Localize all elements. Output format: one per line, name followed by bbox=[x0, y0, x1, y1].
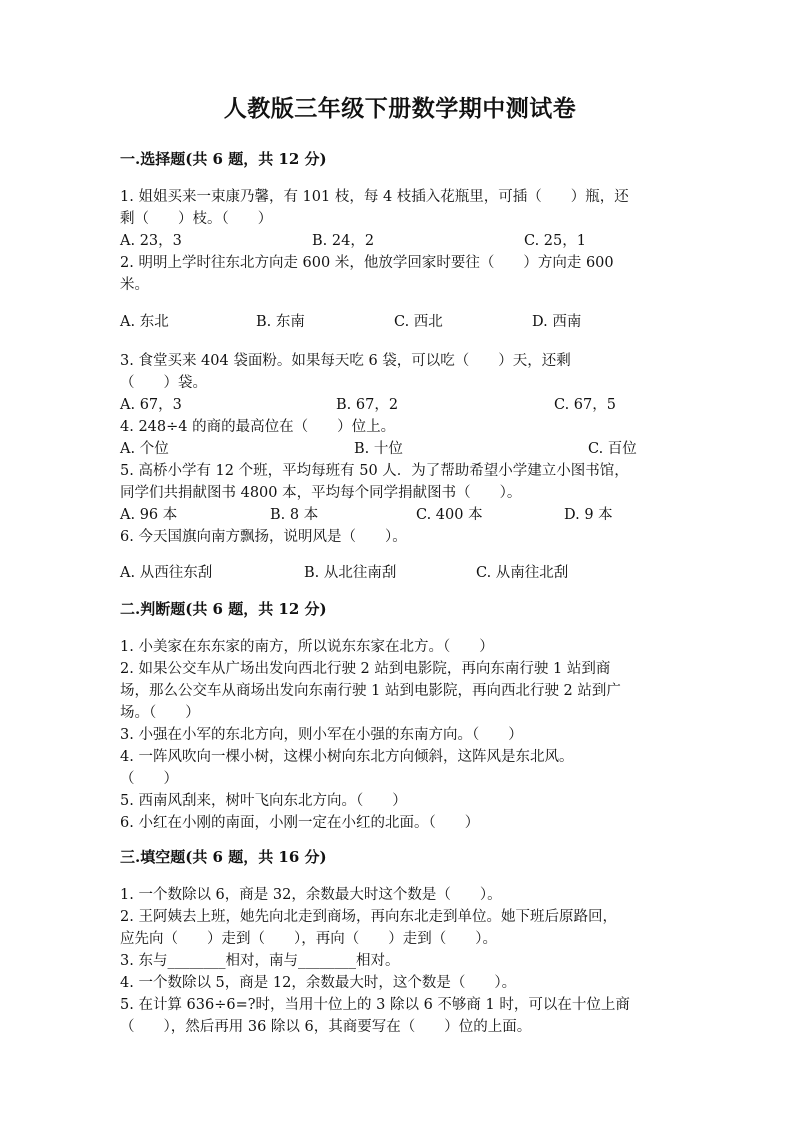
option-b: B. 十位 bbox=[354, 441, 403, 457]
option-a: A. 67，3 bbox=[120, 397, 182, 413]
option-a: A. 96 本 bbox=[120, 507, 178, 523]
option-row bbox=[120, 394, 700, 416]
question-text: 3. 食堂买来 404 袋面粉。如果每天吃 6 袋，可以吃（ ）天，还剩 bbox=[120, 353, 571, 369]
question-text: 剩（ ）枝。（ ） bbox=[120, 211, 273, 227]
question-text: 2. 如果公交车从广场出发向西北行驶 2 站到电影院，再向东南行驶 1 站到商 bbox=[120, 661, 611, 677]
question-text: 5. 西南风刮来，树叶飞向东北方向。（ ） bbox=[120, 793, 407, 809]
option-row bbox=[120, 562, 700, 584]
question-text: （ ），然后再用 36 除以 6，其商要写在（ ）位的上面。 bbox=[120, 1019, 532, 1035]
option-b: B. 从北往南刮 bbox=[304, 565, 397, 581]
section-heading-fill: 三.填空题(共 6 题，共 16 分) bbox=[120, 848, 327, 866]
question-text: 3. 小强在小军的东北方向，则小军在小强的东南方向。（ ） bbox=[120, 727, 523, 743]
option-b: B. 8 本 bbox=[270, 507, 319, 523]
option-c: C. 400 本 bbox=[416, 507, 483, 523]
question-text: （ ） bbox=[120, 771, 178, 787]
question-text: 1. 一个数除以 6，商是 32，余数最大时这个数是（ ）。 bbox=[120, 887, 502, 903]
option-a: A. 个位 bbox=[120, 441, 169, 457]
question-text: 4. 248÷4 的商的最高位在（ ）位上。 bbox=[120, 419, 396, 435]
option-b: B. 24，2 bbox=[312, 233, 375, 249]
question-text: 1. 姐姐买来一束康乃馨，有 101 枝，每 4 枝插入花瓶里，可插（ ）瓶，还 bbox=[120, 189, 629, 205]
option-c: C. 25，1 bbox=[524, 233, 586, 249]
option-c: C. 西北 bbox=[394, 314, 443, 330]
page-title: 人教版三年级下册数学期中测试卷 bbox=[223, 95, 577, 122]
option-d: D. 西南 bbox=[532, 314, 582, 330]
question-text: 同学们共捐献图书 4800 本，平均每个同学捐献图书（ ）。 bbox=[120, 485, 522, 501]
question-text: 应先向（ ）走到（ ），再向（ ）走到（ ）。 bbox=[120, 931, 497, 947]
question-text: 5. 在计算 636÷6=?时，当用十位上的 3 除以 6 不够商 1 时，可以在十位上商 bbox=[120, 997, 630, 1013]
option-row bbox=[120, 438, 700, 460]
option-a: A. 23，3 bbox=[120, 233, 182, 249]
option-d: D. 9 本 bbox=[564, 507, 613, 523]
option-a: A. 从西往东刮 bbox=[120, 565, 213, 581]
question-text: 场，那么公交车从商场出发向东南行驶 1 站到电影院，再向西北行驶 2 站到广 bbox=[120, 683, 621, 699]
option-row bbox=[120, 230, 700, 252]
option-b: B. 67，2 bbox=[336, 397, 399, 413]
question-text: 米。 bbox=[120, 277, 149, 293]
question-text: 5. 高桥小学有 12 个班，平均每班有 50 人．为了帮助希望小学建立小图书馆， bbox=[120, 463, 629, 479]
question-text: 1. 小美家在东东家的南方，所以说东东家在北方。（ ） bbox=[120, 639, 494, 655]
question-text: 6. 今天国旗向南方飘扬，说明风是（ ）。 bbox=[120, 529, 407, 545]
option-row bbox=[120, 504, 700, 526]
question-text: 2. 王阿姨去上班，她先向北走到商场，再向东北走到单位。她下班后原路回， bbox=[120, 909, 617, 925]
section-heading-judge: 二.判断题(共 6 题，共 12 分) bbox=[120, 600, 327, 618]
option-c: C. 从南往北刮 bbox=[476, 565, 569, 581]
option-c: C. 67，5 bbox=[554, 397, 616, 413]
question-text: 3. 东与________相对，南与________相对。 bbox=[120, 953, 400, 969]
question-text: （ ）袋。 bbox=[120, 375, 207, 391]
question-text: 场。（ ） bbox=[120, 705, 200, 721]
question-text: 2. 明明上学时往东北方向走 600 米，他放学回家时要往（ ）方向走 600 bbox=[120, 255, 614, 271]
option-c: C. 百位 bbox=[588, 441, 637, 457]
option-row bbox=[120, 311, 700, 333]
section-heading-choice: 一.选择题(共 6 题，共 12 分) bbox=[120, 150, 327, 168]
option-b: B. 东南 bbox=[256, 314, 305, 330]
question-text: 4. 一个数除以 5，商是 12，余数最大时，这个数是（ ）。 bbox=[120, 975, 517, 991]
option-a: A. 东北 bbox=[120, 314, 169, 330]
question-text: 6. 小红在小刚的南面，小刚一定在小红的北面。（ ） bbox=[120, 815, 480, 831]
question-text: 4. 一阵风吹向一棵小树，这棵小树向东北方向倾斜，这阵风是东北风。 bbox=[120, 749, 574, 765]
